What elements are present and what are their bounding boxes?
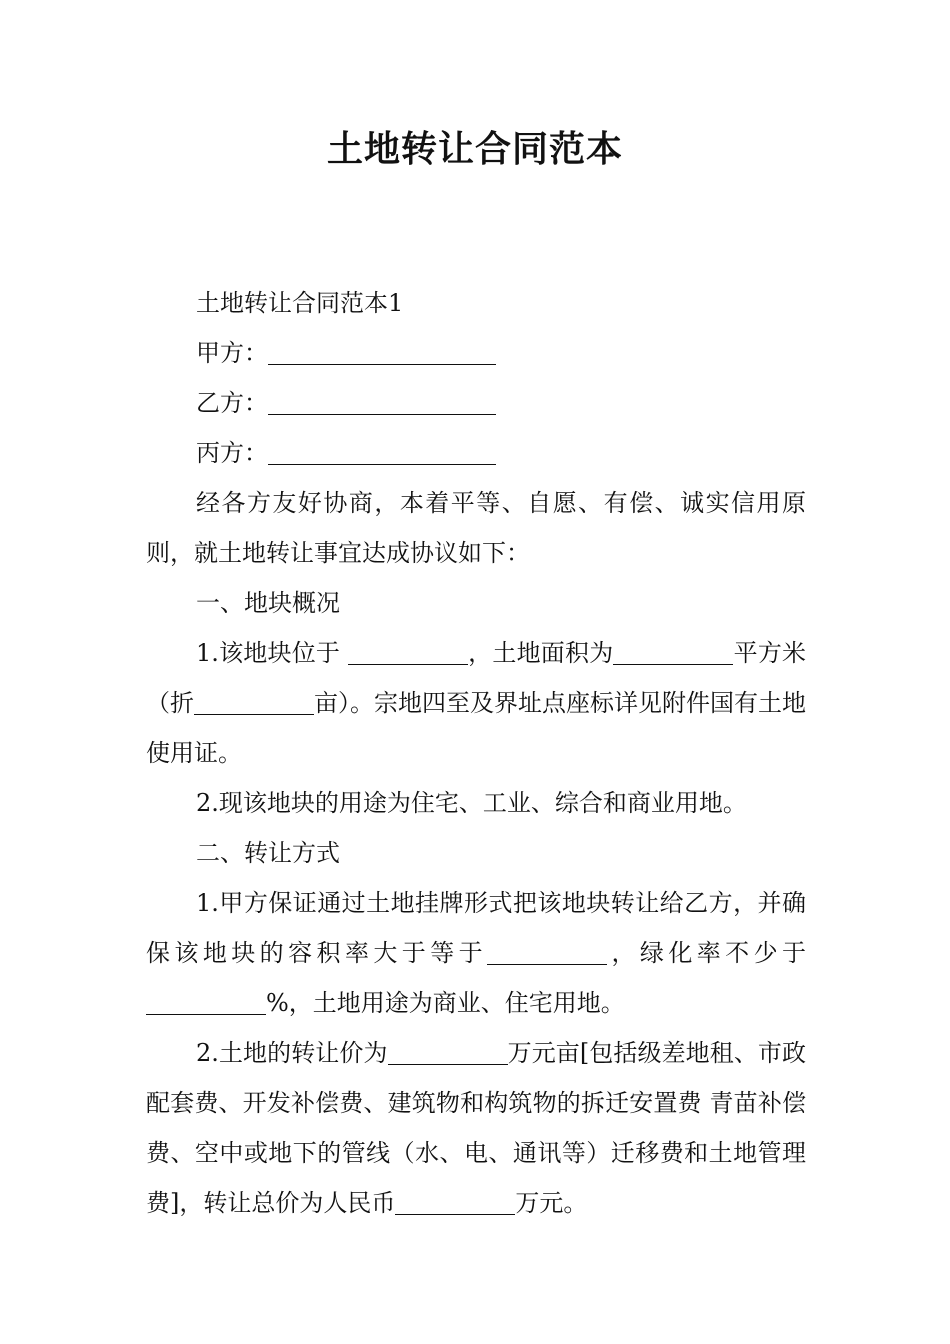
location-blank <box>348 638 468 665</box>
unit-price-blank <box>388 1038 508 1065</box>
text-segment: ，绿化率不少于 <box>607 939 807 967</box>
party-a-blank <box>268 338 496 365</box>
section-2-item-2 <box>146 1028 806 1228</box>
section-2-item-1 <box>146 878 806 1028</box>
text-segment: ，土地面积为 <box>467 639 614 667</box>
section-1-heading: 一、地块概况 <box>196 589 340 617</box>
text-segment: 平方米（折 <box>146 639 807 717</box>
party-c-label: 丙方： <box>196 439 268 467</box>
text-segment: 万元。 <box>515 1189 588 1217</box>
party-a-label: 甲方： <box>196 339 268 367</box>
contract-subtitle: 土地转让合同范本1 <box>196 289 404 317</box>
section-1-item-2: 2.现该地块的用途为住宅、工业、综合和商业用地。 <box>196 789 747 817</box>
party-b-label: 乙方： <box>196 389 268 417</box>
party-c-line <box>146 428 806 478</box>
section-2-heading: 二、转让方式 <box>196 839 340 867</box>
plot-ratio-blank <box>487 938 607 965</box>
text-segment: 1.该地块位于 <box>196 639 348 667</box>
text-segment: 1.甲方保证通过土地挂牌形式把该地块转让给乙方，并确保该地块的容积率大于等于 <box>146 889 806 967</box>
document-title: 土地转让合同范本 <box>326 129 623 170</box>
total-price-blank <box>395 1188 515 1215</box>
text-segment: 万元亩[包括级差地租、市政配套费、开发补偿费、建筑物和构筑物的拆迁安置费 青苗补偿费、空中或地下的管线（水、电、通讯等）迁移费和土地管理费]，转让总价为人民币 <box>146 1039 806 1217</box>
area-blank <box>613 638 733 665</box>
party-b-blank <box>268 388 496 415</box>
green-ratio-blank <box>146 988 266 1015</box>
party-a-line <box>146 328 806 378</box>
mu-blank <box>194 688 314 715</box>
text-segment: 2.土地的转让价为 <box>196 1039 388 1067</box>
party-c-blank <box>268 438 496 465</box>
intro-paragraph: 经各方友好协商，本着平等、自愿、有偿、诚实信用原则，就土地转让事宜达成协议如下： <box>146 489 806 567</box>
document-body <box>146 278 806 1228</box>
text-segment: 亩）。宗地四至及界址点座标详见附件国有土地使用证。 <box>146 689 806 767</box>
party-b-line <box>146 378 806 428</box>
text-segment: %，土地用途为商业、住宅用地。 <box>266 989 625 1017</box>
section-1-item-1 <box>146 628 806 778</box>
